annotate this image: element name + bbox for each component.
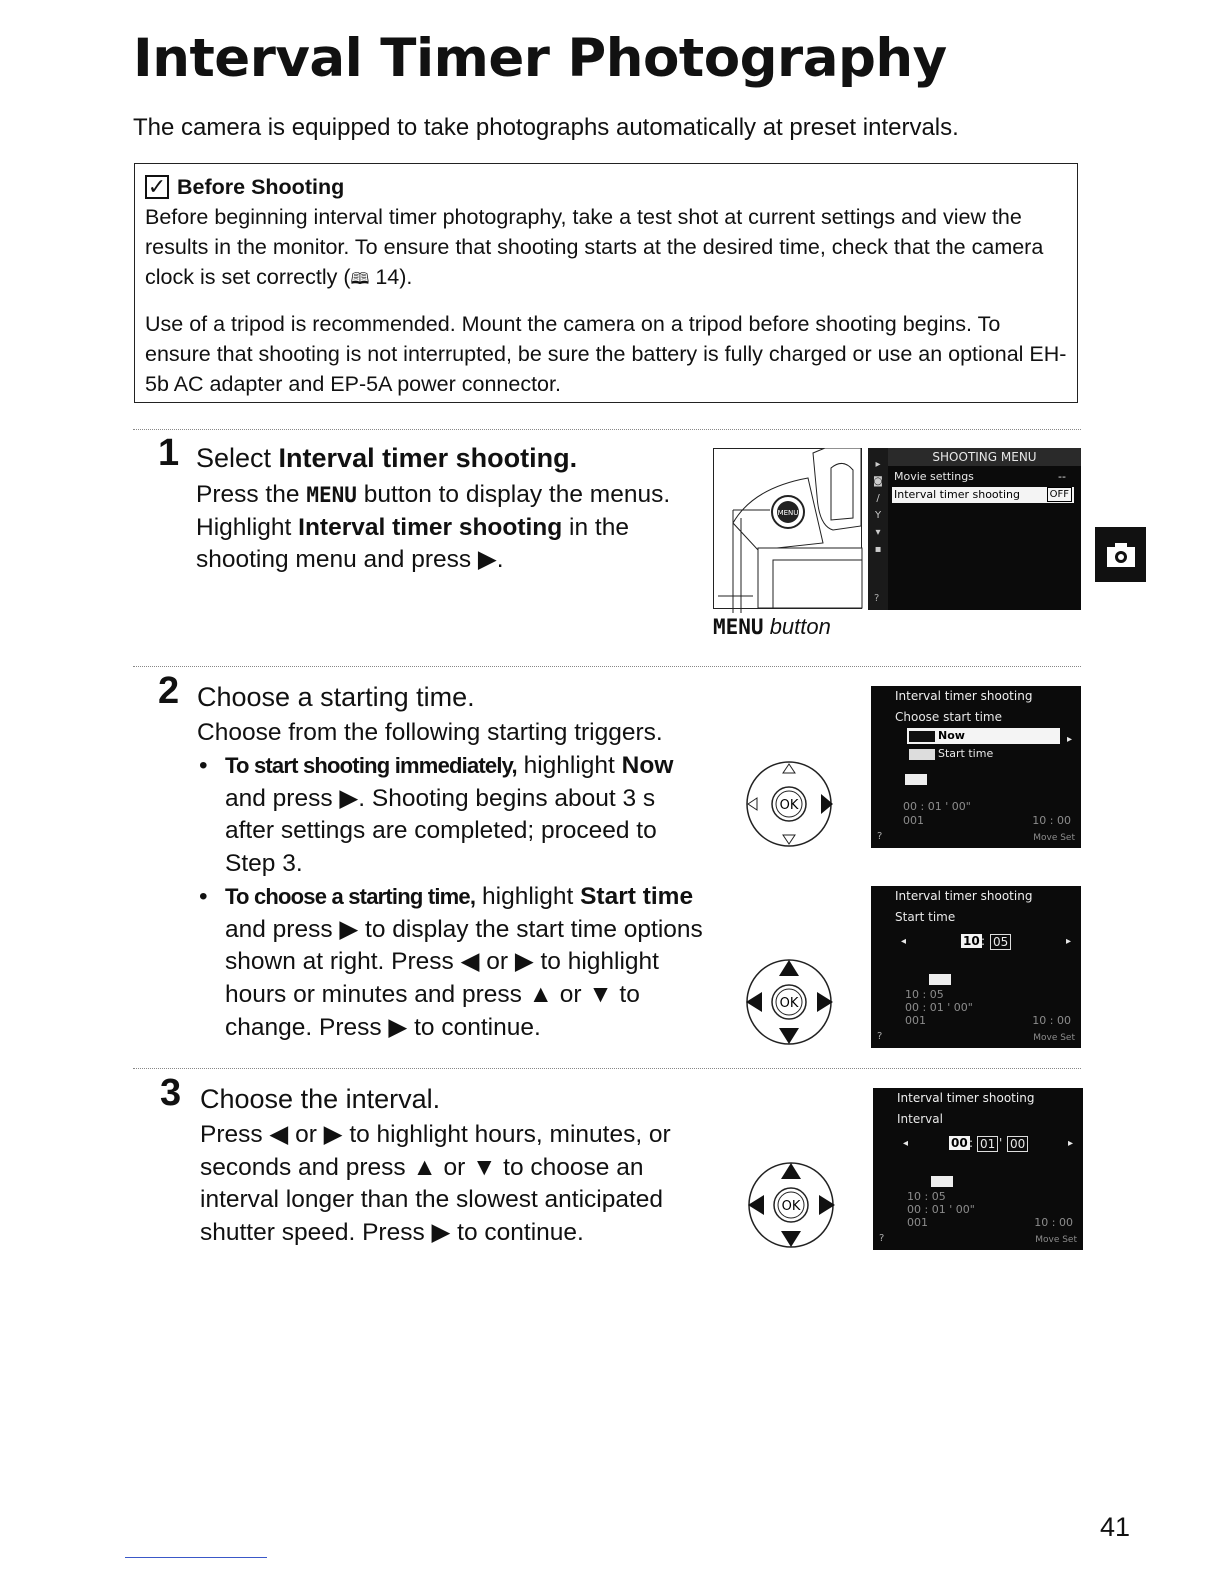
shooting-menu-screen bbox=[868, 448, 1081, 610]
page-title: Interval Timer Photography bbox=[133, 28, 947, 89]
right-arrow-icon: ▸ bbox=[1068, 1138, 1074, 1149]
menu-item-interval-value: OFF bbox=[1047, 487, 1072, 502]
option-now[interactable]: Now bbox=[907, 728, 1060, 744]
note-paragraph-2: Use of a tripod is recommended. Mount the camera on a tripod before shooting begins. To ensure that shooting is not interrupted, be sure the battery is fully charged or use an optional EH-5b AC adapter and EP-5A power connector. bbox=[145, 312, 1067, 396]
step-title: Choose the interval. bbox=[200, 1084, 441, 1114]
ok-label: OK bbox=[781, 1199, 801, 1214]
menu-tab-strip bbox=[868, 448, 888, 610]
divider bbox=[133, 1068, 1081, 1069]
left-arrow-icon: ◂ bbox=[901, 936, 907, 947]
checkmark-icon: ✓ bbox=[145, 175, 169, 199]
help-icon: ? bbox=[874, 593, 880, 604]
shots-readout: 001 bbox=[905, 1014, 926, 1027]
help-icon: ? bbox=[877, 831, 883, 842]
bullet-start-now: • To start shooting immediately, highlight Now and press ▶. Shooting begins about 3 s after settings are completed; proceed to Step 3. bbox=[199, 752, 674, 878]
divider bbox=[133, 429, 1081, 430]
start-time-screen bbox=[871, 886, 1081, 1048]
clock-readout: 10 : 00 bbox=[1034, 1216, 1073, 1229]
minutes-field[interactable]: 01 bbox=[977, 1136, 998, 1152]
menu-header: SHOOTING MENU bbox=[888, 448, 1081, 466]
step-intro: Choose from the following starting triggers. bbox=[197, 719, 663, 746]
step-body: Press the MENU button to display the menus. Highlight Interval timer shooting in the shooting menu and press ▶. bbox=[196, 481, 671, 574]
screen-subtitle: Interval bbox=[897, 1112, 943, 1126]
interval-screen bbox=[873, 1088, 1083, 1250]
time-separator: : bbox=[969, 1136, 974, 1150]
screen-footer: Move Set bbox=[1033, 1033, 1075, 1043]
choose-start-time-screen bbox=[871, 686, 1081, 848]
start-time-readout: 10 : 05 bbox=[907, 1190, 946, 1203]
step-number: 3 bbox=[160, 1072, 182, 1114]
book-icon: 🕮 bbox=[350, 271, 370, 288]
step-number: 1 bbox=[158, 432, 180, 474]
screen-footer: Move Set bbox=[1033, 833, 1075, 843]
seconds-field[interactable]: 00 bbox=[1007, 1136, 1028, 1152]
multi-selector-all-icon bbox=[746, 1161, 838, 1249]
multi-selector-right-icon bbox=[744, 760, 836, 848]
screen-footer: Move Set bbox=[1035, 1235, 1077, 1245]
right-arrow-icon: ▸ bbox=[1067, 734, 1073, 745]
option-start-time[interactable]: Start time bbox=[907, 747, 993, 760]
help-icon: ? bbox=[877, 1031, 883, 1042]
footer-line bbox=[125, 1557, 267, 1558]
interval-readout: 00 : 01 ' 00" bbox=[903, 800, 971, 813]
screen-header: Interval timer shooting bbox=[895, 889, 1033, 903]
screen-header: Interval timer shooting bbox=[897, 1091, 1035, 1105]
start-time-readout: 10 : 05 bbox=[905, 988, 944, 1001]
step-body: Press ◀ or ▶ to highlight hours, minutes, or seconds and press ▲ or ▼ to choose an interval longer than the slowest anticipated shutter speed. Press ▶ to continue. bbox=[200, 1121, 671, 1246]
camera-section-tab bbox=[1095, 527, 1146, 582]
clock-readout: 10 : 00 bbox=[1032, 1014, 1071, 1027]
menu-button-caption: MENU button bbox=[713, 614, 831, 639]
step-title: Select Interval timer shooting. bbox=[196, 443, 578, 473]
shots-readout: 001 bbox=[903, 814, 924, 827]
note-title: Before Shooting bbox=[177, 175, 345, 199]
step-title: Choose a starting time. bbox=[197, 682, 475, 712]
minute-field[interactable]: 05 bbox=[990, 934, 1011, 950]
menu-tab-icons: ▸ ◙ / Y ▾ ▪ bbox=[873, 459, 883, 555]
note-heading bbox=[145, 172, 1067, 202]
left-arrow-icon: ◂ bbox=[903, 1138, 909, 1149]
divider bbox=[133, 666, 1081, 667]
hours-field[interactable]: 00 bbox=[951, 1136, 968, 1150]
time-separator: ' bbox=[999, 1136, 1003, 1150]
before-shooting-note bbox=[134, 163, 1078, 403]
page-number: 41 bbox=[1100, 1512, 1131, 1542]
svg-text:MENU: MENU bbox=[777, 509, 799, 517]
interval-mode-icon bbox=[905, 774, 927, 785]
step-number: 2 bbox=[158, 670, 180, 712]
shots-readout: 001 bbox=[907, 1216, 928, 1229]
note-paragraph-1: Before beginning interval timer photography, take a test shot at current settings and view the results in the monitor. To ensure that shooting starts at the desired time, check that the camera clock is set correctly (🕮 14). bbox=[145, 205, 1044, 289]
ok-label: OK bbox=[779, 798, 799, 813]
camera-icon bbox=[1106, 542, 1136, 568]
help-icon: ? bbox=[879, 1233, 885, 1244]
screen-subtitle: Choose start time bbox=[895, 710, 1002, 724]
multi-selector-all-icon bbox=[744, 958, 836, 1046]
time-separator: : bbox=[981, 934, 986, 948]
ok-label: OK bbox=[779, 996, 799, 1011]
hour-field[interactable]: 10 bbox=[963, 934, 980, 948]
menu-item-interval-timer[interactable]: Interval timer shooting OFF bbox=[892, 487, 1074, 503]
page-intro: The camera is equipped to take photographs automatically at preset intervals. bbox=[133, 114, 959, 141]
interval-readout: 00 : 01 ' 00" bbox=[905, 1001, 973, 1014]
menu-item-movie-value: -- bbox=[1058, 470, 1066, 483]
clock-readout: 10 : 00 bbox=[1032, 814, 1071, 827]
right-arrow-icon: ▸ bbox=[1066, 936, 1072, 947]
screen-subtitle: Start time bbox=[895, 910, 956, 924]
screen-header: Interval timer shooting bbox=[895, 689, 1033, 703]
interval-mode-icon bbox=[931, 1176, 953, 1187]
interval-mode-icon bbox=[929, 974, 951, 985]
menu-item-movie-settings[interactable]: Movie settings bbox=[894, 470, 974, 483]
camera-back-illustration bbox=[713, 448, 863, 613]
bullet-start-time: • To choose a starting time, highlight Start time and press ▶ to display the start time options shown at right. Press ◀ or ▶ to highlight hours or minutes and press ▲ or ▼ to change. Press ▶ to continue. bbox=[199, 883, 703, 1041]
interval-readout: 00 : 01 ' 00" bbox=[907, 1203, 975, 1216]
